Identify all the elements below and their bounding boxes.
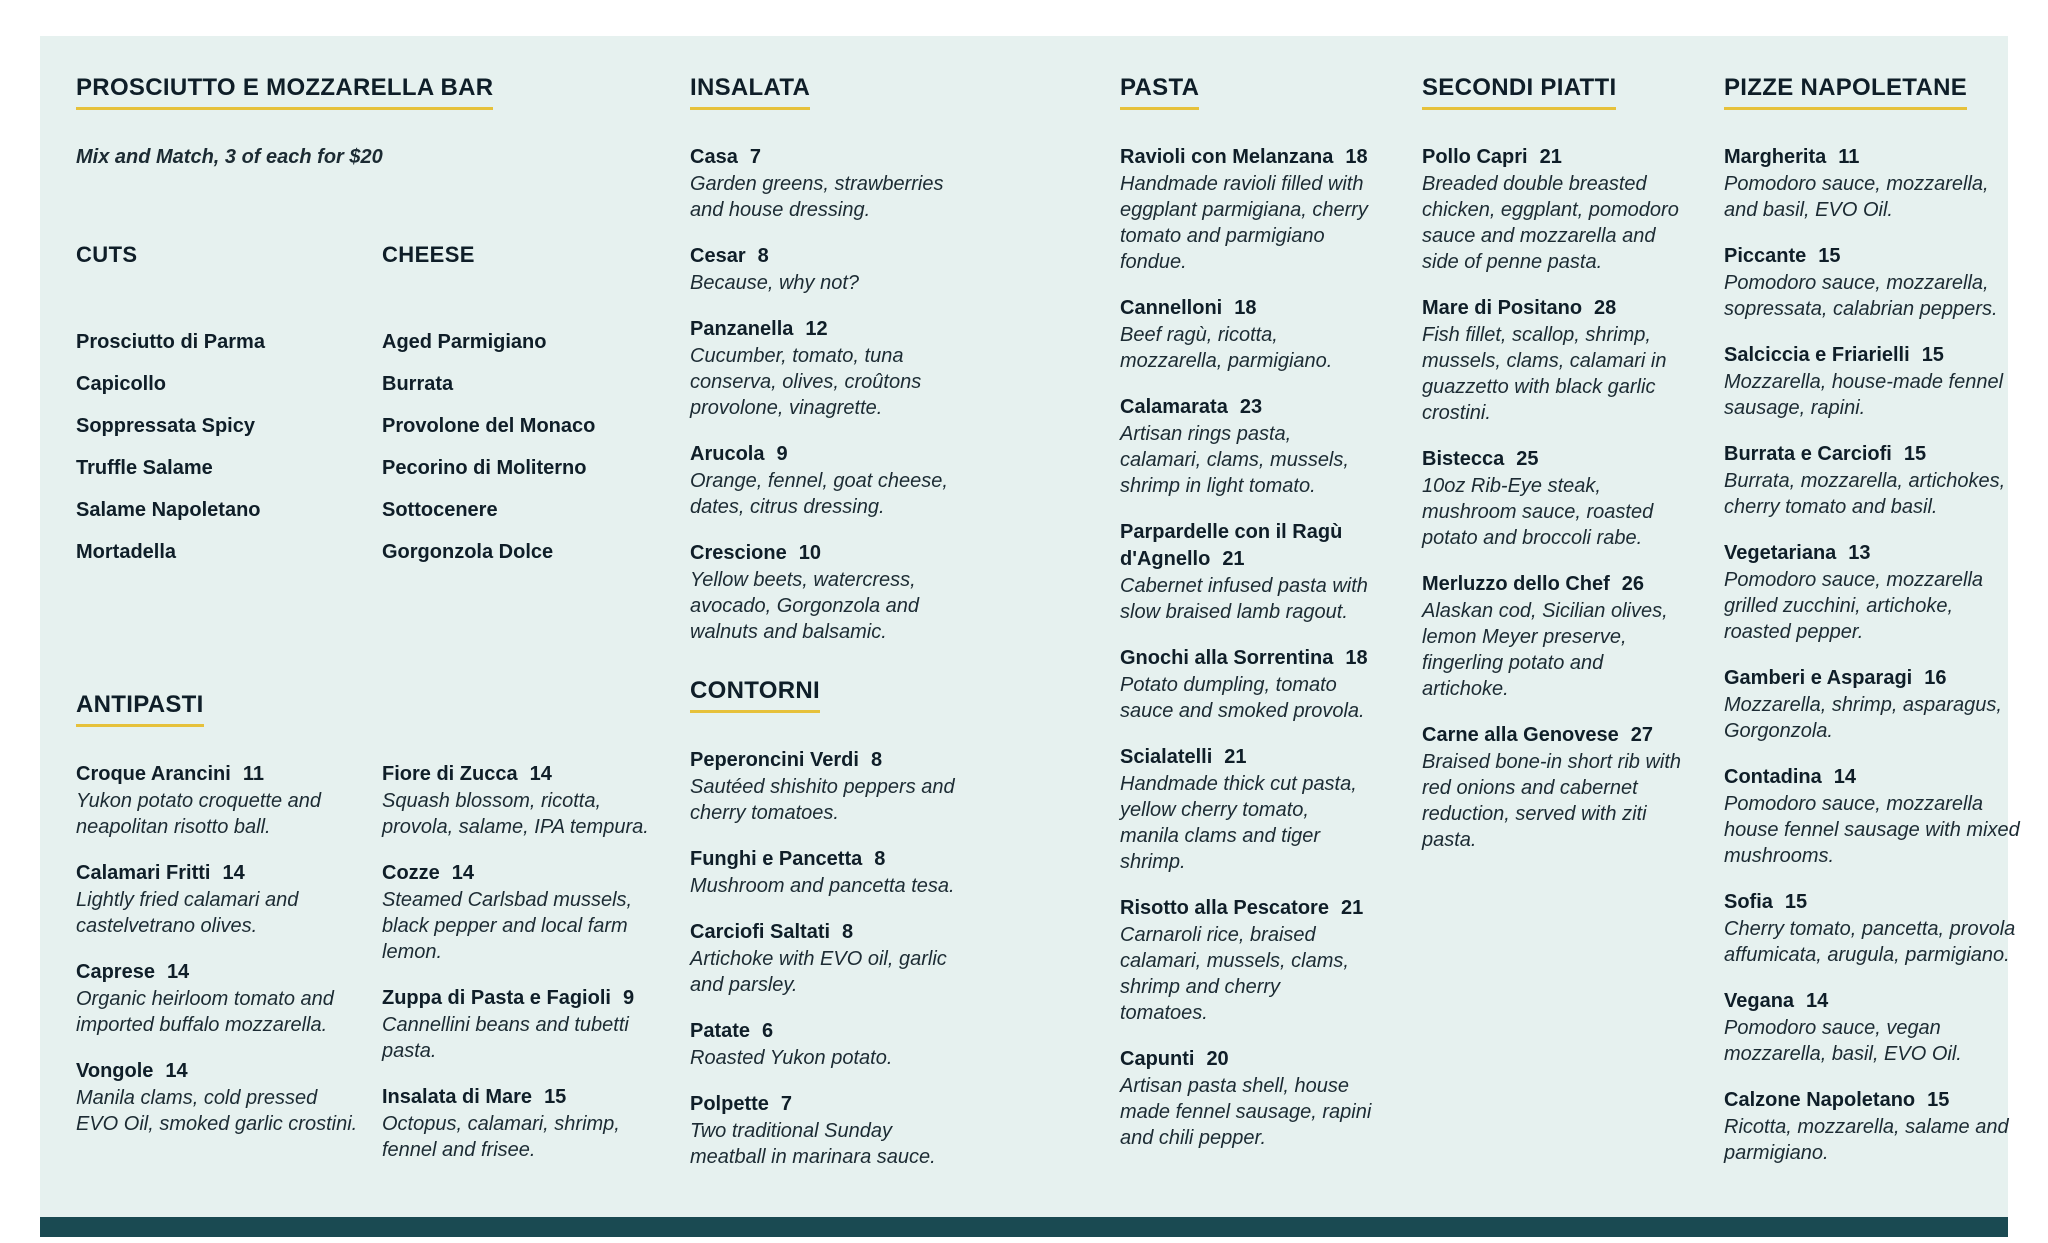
menu-item: [76, 959, 362, 1038]
item-name: Cesar: [690, 245, 746, 267]
item-price: 8: [870, 749, 883, 771]
item-description: Manila clams, cold pressed EVO Oil, smoked garlic crostini.: [76, 1087, 358, 1135]
item-description: Octopus, calamari, shrimp, fennel and frisee.: [382, 1113, 620, 1161]
item-price: 15: [544, 1086, 567, 1108]
item-name: Gamberi e Asparagi: [1724, 667, 1913, 689]
menu-item-header: [1422, 446, 1684, 473]
menu-item: [382, 860, 672, 965]
menu-item-header: [1422, 295, 1684, 322]
menu-item-header: [1422, 144, 1684, 171]
menu-item-header: [76, 860, 362, 887]
menu-item: [1422, 144, 1684, 275]
menu-item-header: [76, 761, 362, 788]
item-price: 8: [757, 245, 769, 267]
item-name: Vongole: [76, 1060, 154, 1082]
item-name: Carciofi Saltati: [690, 921, 831, 943]
section-subcolumns: [76, 241, 688, 581]
menu-item: [76, 860, 362, 939]
menu-section: [76, 693, 688, 1183]
item-price: 14: [166, 961, 190, 983]
menu-item-header: [1422, 571, 1684, 598]
item-price: 14: [165, 1060, 188, 1082]
menu-item: [1422, 722, 1684, 853]
menu-column-1: [76, 76, 688, 1183]
menu-item: [1422, 571, 1684, 702]
menu-item: [690, 1018, 962, 1071]
menu-item: [1724, 1087, 2020, 1166]
item-name: Funghi e Pancetta: [690, 848, 863, 870]
item-price: 15: [1818, 245, 1841, 267]
menu-item-header: [690, 1018, 962, 1045]
item-name: Ravioli con Melanzana: [1120, 146, 1334, 168]
item-name: Cannelloni: [1120, 297, 1223, 319]
item-description: 10oz Rib-Eye steak, mushroom sauce, roasted potato and broccoli rabe.: [1422, 475, 1654, 549]
menu-column-2: [690, 76, 962, 1190]
item-description: Cucumber, tomato, tuna conserva, olives, croûtons provolone, vinagrette.: [690, 345, 922, 419]
simple-item: Burrata: [382, 373, 454, 395]
item-description: Artichoke with EVO oil, garlic and parsley.: [690, 948, 947, 996]
menu-item: [690, 747, 962, 826]
menu-item: [1422, 295, 1684, 426]
item-description: Garden greens, strawberries and house dressing.: [690, 173, 944, 221]
menu-item: [382, 985, 672, 1064]
subcolumn-2: [382, 241, 672, 581]
item-price: 6: [762, 1020, 774, 1042]
item-price: 25: [1516, 448, 1539, 470]
simple-item: Aged Parmigiano: [382, 331, 547, 353]
item-name: Calzone Napoletano: [1724, 1089, 1916, 1111]
menu-item-header: [1120, 895, 1372, 922]
menu-item: [1120, 645, 1372, 724]
menu-item-header: [1120, 295, 1372, 322]
item-name: Polpette: [690, 1093, 769, 1115]
item-price: 20: [1206, 1048, 1229, 1070]
item-description: Breaded double breasted chicken, eggplant, pomodoro sauce and mozzarella and side of penne pasta.: [1422, 173, 1679, 273]
item-price: 12: [805, 318, 828, 340]
item-description: Mozzarella, house-made fennel sausage, rapini.: [1724, 371, 2004, 419]
section-title: PASTA: [1120, 76, 1199, 110]
item-price: 8: [874, 848, 886, 870]
menu-item-header: [690, 243, 962, 270]
menu-section: [1422, 76, 1684, 853]
item-name: Crescione: [690, 542, 787, 564]
item-name: Sofia: [1724, 891, 1773, 913]
item-name: Carne alla Genovese: [1422, 724, 1619, 746]
item-price: 18: [1234, 297, 1257, 319]
item-name: Panzanella: [690, 318, 794, 340]
item-description: Because, why not?: [690, 272, 859, 294]
item-description: Alaskan cod, Sicilian olives, lemon Meyer preserve, fingerling potato and artichoke.: [1422, 600, 1668, 700]
item-price: 28: [1594, 297, 1617, 319]
item-name: Calamari Fritti: [76, 862, 211, 884]
subcolumn-2: [382, 761, 672, 1183]
menu-item: [1120, 744, 1372, 875]
item-description: Two traditional Sunday meatball in marinara sauce.: [690, 1120, 936, 1168]
menu-item: [1120, 144, 1372, 275]
item-price: 10: [798, 542, 821, 564]
list-heading: CHEESE: [382, 242, 475, 267]
menu-item-header: [1724, 540, 2020, 567]
menu-item-header: [1120, 645, 1372, 672]
simple-item: Provolone del Monaco: [382, 415, 596, 437]
item-name: Casa: [690, 146, 738, 168]
item-price: 14: [1806, 990, 1829, 1012]
item-description: Sautéed shishito peppers and cherry tomatoes.: [690, 776, 955, 824]
item-description: Artisan pasta shell, house made fennel sausage, rapini and chili pepper.: [1120, 1075, 1372, 1149]
item-description: Roasted Yukon potato.: [690, 1047, 893, 1069]
menu-item-header: [1724, 144, 2020, 171]
menu-item: [690, 144, 962, 223]
menu-item: [1724, 342, 2020, 421]
menu-item-header: [690, 144, 962, 171]
menu-item-header: [1120, 144, 1372, 171]
item-price: 18: [1345, 647, 1368, 669]
menu-item: [1724, 665, 2020, 744]
item-description: Handmade ravioli filled with eggplant parmigiana, cherry tomato and parmigiano fondue.: [1120, 173, 1368, 273]
simple-item: Mortadella: [76, 541, 177, 563]
item-name: Burrata e Carciofi: [1724, 443, 1892, 465]
menu-item-header: [690, 919, 962, 946]
item-price: 14: [222, 862, 245, 884]
item-price: 15: [1921, 344, 1944, 366]
menu-section: [1120, 76, 1372, 1151]
simple-item: Soppressata Spicy: [76, 415, 255, 437]
menu-item: [1724, 243, 2020, 322]
menu-item: [1724, 889, 2020, 968]
item-price: 21: [1340, 897, 1364, 919]
simple-item: Capicollo: [76, 373, 167, 395]
item-price: 14: [451, 862, 475, 884]
item-name: Croque Arancini: [76, 763, 231, 785]
menu-item: [690, 316, 962, 421]
item-name: Peperoncini Verdi: [690, 749, 859, 771]
item-name: Scialatelli: [1120, 746, 1213, 768]
simple-item: Sottocenere: [382, 499, 498, 521]
item-price: 15: [1784, 891, 1808, 913]
item-name: Merluzzo dello Chef: [1422, 573, 1610, 595]
subcolumn-1: [76, 241, 382, 581]
section-heading: [1422, 76, 1684, 110]
menu-item: [1422, 446, 1684, 551]
menu-item-header: [690, 441, 962, 468]
item-price: 11: [242, 763, 264, 785]
menu-item-header: [1724, 889, 2020, 916]
item-name: Calamarata: [1120, 396, 1228, 418]
menu-item: [382, 761, 672, 840]
item-description: Pomodoro sauce, mozzarella house fennel sausage with mixed mushrooms.: [1724, 793, 2020, 867]
menu-item-header: [690, 846, 962, 873]
item-price: 14: [529, 763, 552, 785]
menu-sheet: [40, 36, 2020, 1237]
menu-columns: [40, 36, 2020, 1237]
section-subcolumns: [76, 761, 688, 1183]
menu-item-header: [1724, 342, 2020, 369]
menu-item: [1724, 441, 2020, 520]
item-price: 21: [1222, 548, 1245, 570]
menu-item-header: [1120, 744, 1372, 771]
subcolumn-1: [76, 761, 382, 1183]
simple-item: Salame Napoletano: [76, 499, 261, 521]
item-price: 7: [780, 1093, 793, 1115]
section-title: INSALATA: [690, 76, 810, 110]
item-description: Braised bone-in short rib with red onions and cabernet reduction, served with ziti pasta.: [1422, 751, 1682, 851]
item-name: Piccante: [1724, 245, 1807, 267]
menu-item-header: [1120, 519, 1372, 573]
section-heading: [1724, 76, 2020, 110]
item-name: Cozze: [382, 862, 440, 884]
item-price: 15: [1927, 1089, 1950, 1111]
item-description: Mushroom and pancetta tesa.: [690, 875, 955, 897]
item-name: Risotto alla Pescatore: [1120, 897, 1329, 919]
item-description: Fish fillet, scallop, shrimp, mussels, clams, calamari in guazzetto with black garlic crostini.: [1422, 324, 1667, 424]
footer-accent-bar: [40, 1217, 2008, 1237]
item-name: Patate: [690, 1020, 751, 1042]
section-heading: [76, 693, 688, 727]
menu-item: [76, 761, 362, 840]
menu-section: [690, 76, 962, 645]
item-price: 13: [1848, 542, 1871, 564]
menu-item-header: [1120, 1046, 1372, 1073]
section-title: PROSCIUTTO E MOZZARELLA BAR: [76, 76, 493, 110]
menu-item-header: [1724, 1087, 2020, 1114]
item-name: Mare di Positano: [1422, 297, 1583, 319]
menu-item: [1120, 895, 1372, 1026]
item-price: 18: [1345, 146, 1368, 168]
item-name: Insalata di Mare: [382, 1086, 533, 1108]
simple-item: Truffle Salame: [76, 457, 213, 479]
menu-section: [76, 76, 688, 581]
item-description: Carnaroli rice, braised calamari, mussels, clams, shrimp and cherry tomatoes.: [1120, 924, 1349, 1024]
menu-section: [1724, 76, 2020, 1166]
item-name: Vegetariana: [1724, 542, 1837, 564]
menu-item-header: [382, 761, 672, 788]
section-note: Mix and Match, 3 of each for $20: [76, 146, 383, 168]
item-price: 14: [1833, 766, 1857, 788]
item-name: Bistecca: [1422, 448, 1505, 470]
item-name: Margherita: [1724, 146, 1827, 168]
item-name: Zuppa di Pasta e Fagioli: [382, 987, 611, 1009]
list-heading: CUTS: [76, 242, 138, 267]
item-price: 9: [622, 987, 635, 1009]
menu-item: [1120, 1046, 1372, 1151]
menu-item-header: [1120, 394, 1372, 421]
menu-item-header: [1724, 764, 2020, 791]
item-description: Yukon potato croquette and neapolitan risotto ball.: [76, 790, 321, 838]
menu-item-header: [382, 860, 672, 887]
item-description: Burrata, mozzarella, artichokes, cherry tomato and basil.: [1724, 470, 2006, 518]
item-price: 11: [1838, 146, 1860, 168]
item-price: 26: [1621, 573, 1645, 595]
item-description: Pomodoro sauce, vegan mozzarella, basil, EVO Oil.: [1724, 1017, 1962, 1065]
section-heading: [76, 76, 688, 110]
menu-item: [1724, 988, 2020, 1067]
item-price: 8: [842, 921, 854, 943]
menu-item-header: [690, 316, 962, 343]
item-description: Organic heirloom tomato and imported buffalo mozzarella.: [76, 988, 334, 1036]
menu-item: [1724, 540, 2020, 645]
menu-item: [1120, 295, 1372, 374]
menu-item: [690, 540, 962, 645]
item-name: Vegana: [1724, 990, 1795, 1012]
item-price: 15: [1903, 443, 1927, 465]
item-description: Mozzarella, shrimp, asparagus, Gorgonzola.: [1724, 694, 2002, 742]
item-name: Parpardelle con il Ragù d'Agnello: [1120, 521, 1343, 570]
menu-item: [690, 1091, 962, 1170]
section-heading: [1120, 76, 1372, 110]
item-name: Pollo Capri: [1422, 146, 1528, 168]
item-description: Squash blossom, ricotta, provola, salame, IPA tempura.: [382, 790, 649, 838]
simple-item: Gorgonzola Dolce: [382, 541, 554, 563]
item-price: 21: [1539, 146, 1562, 168]
item-name: Gnochi alla Sorrentina: [1120, 647, 1334, 669]
item-price: 23: [1239, 396, 1263, 418]
item-description: Pomodoro sauce, mozzarella, and basil, EVO Oil.: [1724, 173, 1989, 221]
section-title: SECONDI PIATTI: [1422, 76, 1616, 110]
menu-item-header: [1724, 665, 2020, 692]
item-description: Cannellini beans and tubetti pasta.: [382, 1014, 629, 1062]
item-description: Artisan rings pasta, calamari, clams, mussels, shrimp in light tomato.: [1120, 423, 1349, 497]
item-name: Contadina: [1724, 766, 1822, 788]
item-description: Lightly fried calamari and castelvetrano olives.: [76, 889, 299, 937]
item-name: Salciccia e Friarielli: [1724, 344, 1910, 366]
item-price: 7: [749, 146, 761, 168]
menu-column-5: [1724, 76, 2020, 1186]
item-description: Cherry tomato, pancetta, provola affumicata, arugula, parmigiano.: [1724, 918, 2016, 966]
item-description: Cabernet infused pasta with slow braised lamb ragout.: [1120, 575, 1368, 623]
menu-item: [690, 441, 962, 520]
menu-item-header: [76, 959, 362, 986]
item-name: Caprese: [76, 961, 155, 983]
menu-item-header: [1422, 722, 1684, 749]
item-name: Fiore di Zucca: [382, 763, 518, 785]
item-price: 27: [1630, 724, 1654, 746]
item-description: Potato dumpling, tomato sauce and smoked provola.: [1120, 674, 1365, 722]
menu-item-header: [690, 747, 962, 774]
menu-item-header: [76, 1058, 362, 1085]
menu-item-header: [1724, 441, 2020, 468]
section-title: PIZZE NAPOLETANE: [1724, 76, 1967, 110]
menu-item: [1724, 144, 2020, 223]
simple-item: Prosciutto di Parma: [76, 331, 265, 353]
menu-item: [1724, 764, 2020, 869]
section-heading: [690, 76, 962, 110]
menu-item: [690, 846, 962, 899]
simple-item: Pecorino di Moliterno: [382, 457, 587, 479]
section-title: CONTORNI: [690, 679, 820, 713]
item-description: Pomodoro sauce, mozzarella grilled zucchini, artichoke, roasted pepper.: [1724, 569, 1984, 643]
menu-item-header: [382, 985, 672, 1012]
menu-item-header: [1724, 988, 2020, 1015]
item-description: Ricotta, mozzarella, salame and parmigiano.: [1724, 1116, 2009, 1164]
item-description: Yellow beets, watercress, avocado, Gorgonzola and walnuts and balsamic.: [690, 569, 920, 643]
menu-item: [382, 1084, 672, 1163]
item-price: 16: [1924, 667, 1947, 689]
menu-item-header: [382, 1084, 672, 1111]
section-heading: [690, 679, 962, 713]
item-description: Orange, fennel, goat cheese, dates, citrus dressing.: [690, 470, 948, 518]
menu-item: [76, 1058, 362, 1137]
menu-column-3: [1120, 76, 1372, 1171]
menu-item: [690, 919, 962, 998]
menu-section: [690, 679, 962, 1170]
menu-column-4: [1422, 76, 1684, 873]
item-description: Handmade thick cut pasta, yellow cherry tomato, manila clams and tiger shrimp.: [1120, 773, 1357, 873]
menu-item: [1120, 519, 1372, 625]
item-price: 9: [776, 443, 788, 465]
item-name: Arucola: [690, 443, 765, 465]
menu-item: [1120, 394, 1372, 499]
menu-item-header: [690, 1091, 962, 1118]
section-title: ANTIPASTI: [76, 693, 204, 727]
menu-item: [690, 243, 962, 296]
menu-item-header: [690, 540, 962, 567]
menu-item-header: [1724, 243, 2020, 270]
item-name: Capunti: [1120, 1048, 1195, 1070]
item-price: 21: [1224, 746, 1247, 768]
item-description: Beef ragù, ricotta, mozzarella, parmigiano.: [1120, 324, 1333, 372]
item-description: Pomodoro sauce, mozzarella, sopressata, calabrian peppers.: [1724, 272, 1998, 320]
item-description: Steamed Carlsbad mussels, black pepper and local farm lemon.: [382, 889, 633, 963]
